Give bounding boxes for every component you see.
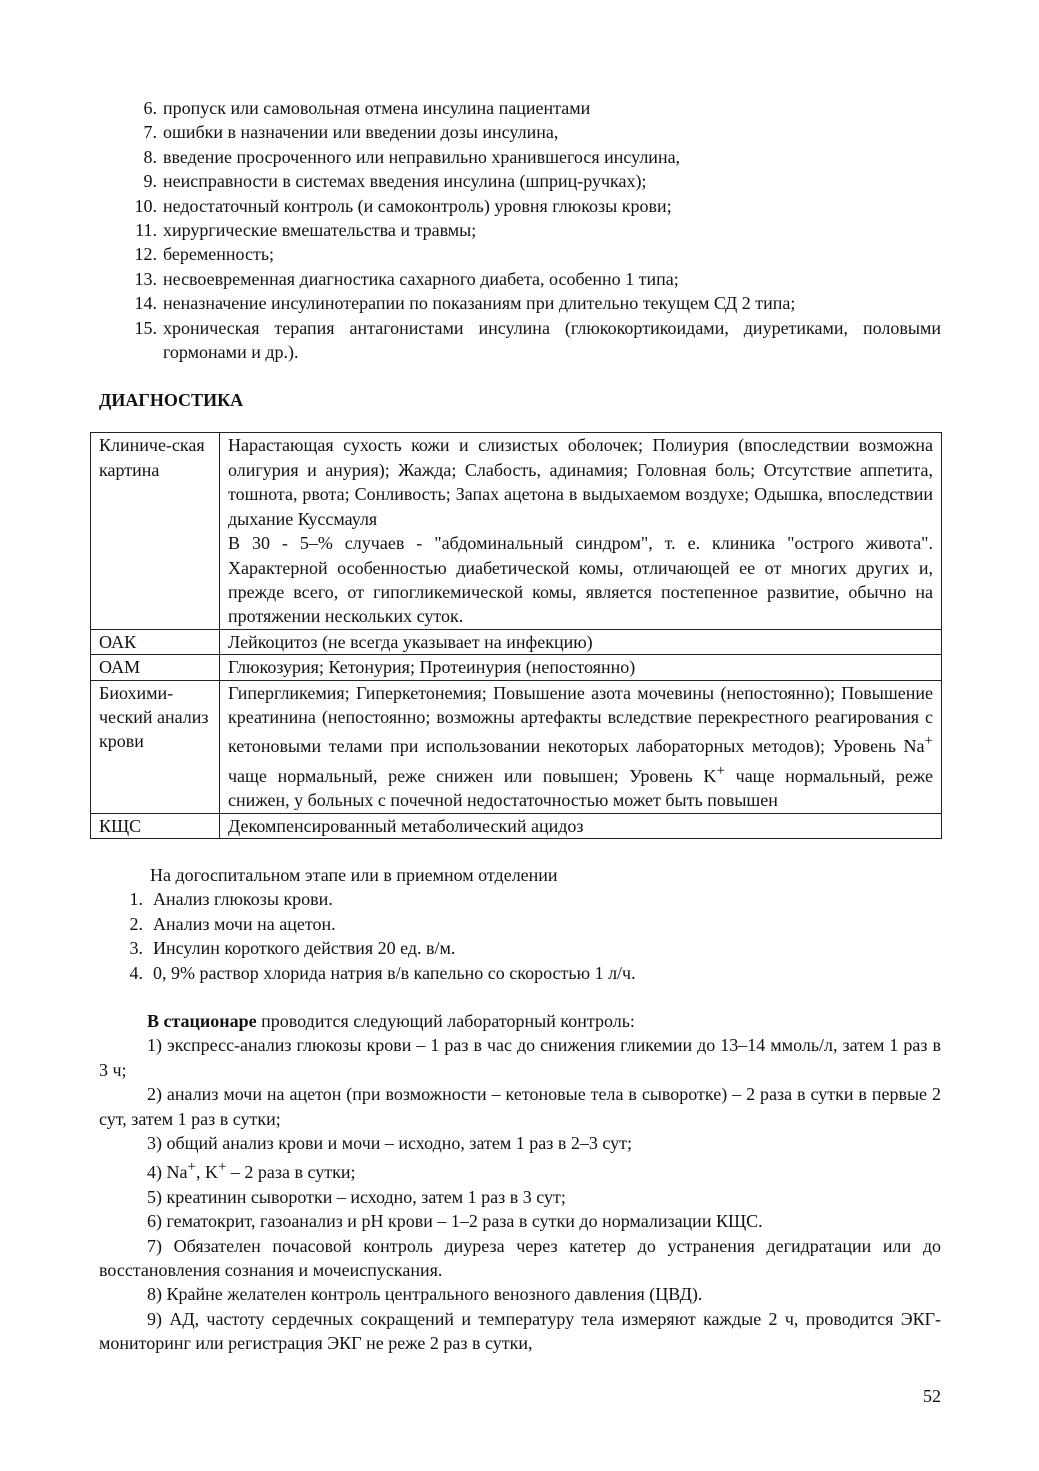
list-item-text: 0, 9% раствор хлорида натрия в/в капельно со скоростью 1 л/ч. — [153, 962, 636, 983]
causes-list — [99, 96, 941, 364]
list-item — [99, 194, 941, 218]
list-item-number: 15. — [134, 317, 157, 338]
list-item-number: 12. — [134, 244, 157, 265]
list-item-number: 7. — [143, 122, 157, 143]
list-item-text: недостаточный контроль (и самоконтроль) уровня глюкозы крови; — [163, 195, 672, 216]
hospital-items — [99, 1033, 941, 1355]
hospital-item: 6) гематокрит, газоанализ и pH крови – 1–2 раза в сутки до нормализации КЩС. — [147, 1211, 763, 1232]
list-item-number: 10. — [134, 195, 157, 216]
list-item-number: 13. — [134, 268, 157, 289]
clinical-text-1: Нарастающая сухость кожи и слизистых оболочек; Полиурия (впоследствии возможна олигурия и анурия); Жажда; Слабость, адинамия; Головная боль; Отсутствие аппетита, тошнота, рвота; Сонливость; Запах ацетона в выдыхаемом воздухе; Одышка, впоследствии дыхание Куссмауля — [228, 435, 933, 529]
list-item-text: хирургические вмешательства и травмы; — [163, 220, 477, 241]
superscript: + — [217, 1159, 227, 1176]
list-item — [99, 887, 941, 911]
list-item-text: пропуск или самовольная отмена инсулина пациентами — [163, 98, 591, 118]
biochem-text-b: чаще нормальный, реже снижен или повышен; Уровень K — [228, 765, 717, 786]
list-item-text: неисправности в системах введения инсулина (шприц-ручках); — [163, 171, 647, 192]
list-item-number: 6. — [143, 98, 157, 118]
table-row — [91, 629, 942, 654]
list-item — [99, 145, 941, 169]
hospital-intro-bold: В стационаре — [147, 1011, 257, 1031]
list-item-text: введение просроченного или неправильно хранившегося инсулина, — [163, 146, 681, 167]
list-item — [99, 316, 941, 365]
hospital-intro-rest: проводится следующий лабораторный контроль: — [256, 1011, 635, 1031]
diagnostics-table — [90, 432, 942, 839]
row-text-kshs: Декомпенсированный метаболический ацидоз — [220, 813, 942, 838]
hospital-item: 5) креатинин сыворотки – исходно, затем 1 раз в 3 сут; — [147, 1186, 566, 1207]
hospital-item: 9) АД, частоту сердечных сокращений и температуру тела измеряют каждые 2 ч, проводится ЭКГ-мониторинг или регистрация ЭКГ не реже 2 раз в сутки, — [99, 1308, 941, 1354]
row-text-oak: Лейкоцитоз (не всегда указывает на инфекцию) — [220, 629, 942, 654]
row-text-biochem — [220, 680, 942, 813]
list-item — [99, 120, 941, 144]
table-row — [91, 655, 942, 680]
list-item — [99, 242, 941, 266]
hospital-item: 1) экспресс-анализ глюкозы крови – 1 раз в час до снижения гликемии до 13–14 ммоль/л, затем 1 раз в 3 ч; — [99, 1035, 941, 1080]
list-item-text: Анализ глюкозы крови. — [153, 889, 333, 910]
list-item-text: беременность; — [163, 244, 275, 265]
list-item-text: несвоевременная диагностика сахарного диабета, особенно 1 типа; — [163, 268, 679, 289]
list-item — [99, 291, 941, 315]
list-item-text: хроническая терапия антагонистами инсулина (глюкокортикоидами, диуретиками, половыми гормонами и др.). — [163, 317, 941, 363]
list-item-number: 3. — [129, 938, 143, 959]
prehospital-intro: На догоспитальном этапе или в приемном отделении — [150, 864, 558, 885]
biochem-text-c: чаще нормальный, реже снижен, у больных с почечной недостаточностью может быть повышен — [228, 765, 933, 811]
list-item — [99, 912, 941, 936]
hospital-item — [99, 1155, 941, 1184]
page-content — [99, 96, 941, 1356]
superscript: + — [924, 733, 933, 750]
row-label-oam: ОАМ — [91, 655, 220, 680]
list-item-number: 8. — [143, 146, 157, 167]
list-item — [99, 96, 941, 120]
list-item-number: 11. — [135, 220, 157, 241]
list-item-number: 2. — [129, 913, 143, 934]
row-label-clinical: Клиниче-ская картина — [91, 433, 220, 629]
hospital-item: 2) анализ мочи на ацетон (при возможности – кетоновые тела в сыворотке) – 2 раза в сутки в первые 2 сут, затем 1 раз в сутки; — [99, 1084, 941, 1129]
prehospital-steps — [99, 887, 941, 985]
item4-text-a: 4) Na — [147, 1162, 188, 1183]
table-row — [91, 813, 942, 838]
list-item — [99, 961, 941, 985]
table-row — [91, 433, 942, 629]
list-item-text: неназначение инсулинотерапии по показаниям при длительно текущем СД 2 типа; — [163, 293, 796, 314]
list-item-number: 1. — [129, 889, 143, 910]
superscript: + — [716, 762, 725, 779]
row-label-kshs: КЩС — [91, 813, 220, 838]
row-text-clinical — [220, 433, 942, 629]
row-label-oak: ОАК — [91, 629, 220, 654]
list-item — [99, 169, 941, 193]
hospital-item: 3) общий анализ крови и мочи – исходно, затем 1 раз в 2–3 сут; — [147, 1133, 632, 1154]
hospital-intro — [99, 1009, 941, 1033]
row-text-oam: Глюкозурия; Кетонурия; Протеинурия (непостоянно) — [220, 655, 942, 680]
list-item — [99, 267, 941, 291]
biochem-text-a: Гипергликемия; Гиперкетонемия; Повышение азота мочевины (непостоянно); Повышение креатинина (непостоянно; возможны артефакты вследствие перекрестного реагирования с кетоновыми телами при использовании некоторых лабораторных методов); Уровень Na — [228, 682, 933, 757]
list-item-number: 9. — [143, 171, 157, 192]
row-label-biochem: Биохими-ческий анализ крови — [91, 680, 220, 813]
item4-text-b: , K — [195, 1162, 218, 1183]
hospital-item: 8) Крайне желателен контроль центрального венозного давления (ЦВД). — [147, 1284, 703, 1305]
list-item — [99, 936, 941, 960]
list-item-text: Инсулин короткого действия 20 ед. в/м. — [153, 938, 456, 959]
hospital-item: 7) Обязателен почасовой контроль диуреза через катетер до устранения дегидратации или до восстановления сознания и мочеиспускания. — [99, 1235, 941, 1281]
list-item-number: 4. — [129, 962, 143, 983]
item4-text-c: – 2 раза в сутки; — [226, 1162, 356, 1183]
section-title: ДИАГНОСТИКА — [99, 390, 244, 411]
list-item-number: 14. — [134, 293, 157, 314]
page-number: 52 — [923, 1386, 941, 1406]
list-item-text: Анализ мочи на ацетон. — [153, 913, 336, 934]
list-item-text: ошибки в назначении или введении дозы инсулина, — [163, 122, 559, 143]
clinical-text-2: В 30 - 5–% случаев - "абдоминальный синдром", т. е. клиника "острого живота". Характерной особенностью диабетической комы, отличающей ее от многих других и, прежде всего, от гипогликемической комы, является постепенное развитие, обычно на протяжении нескольких суток. — [228, 533, 933, 627]
superscript: + — [187, 1159, 196, 1176]
table-row — [91, 680, 942, 813]
list-item — [99, 218, 941, 242]
